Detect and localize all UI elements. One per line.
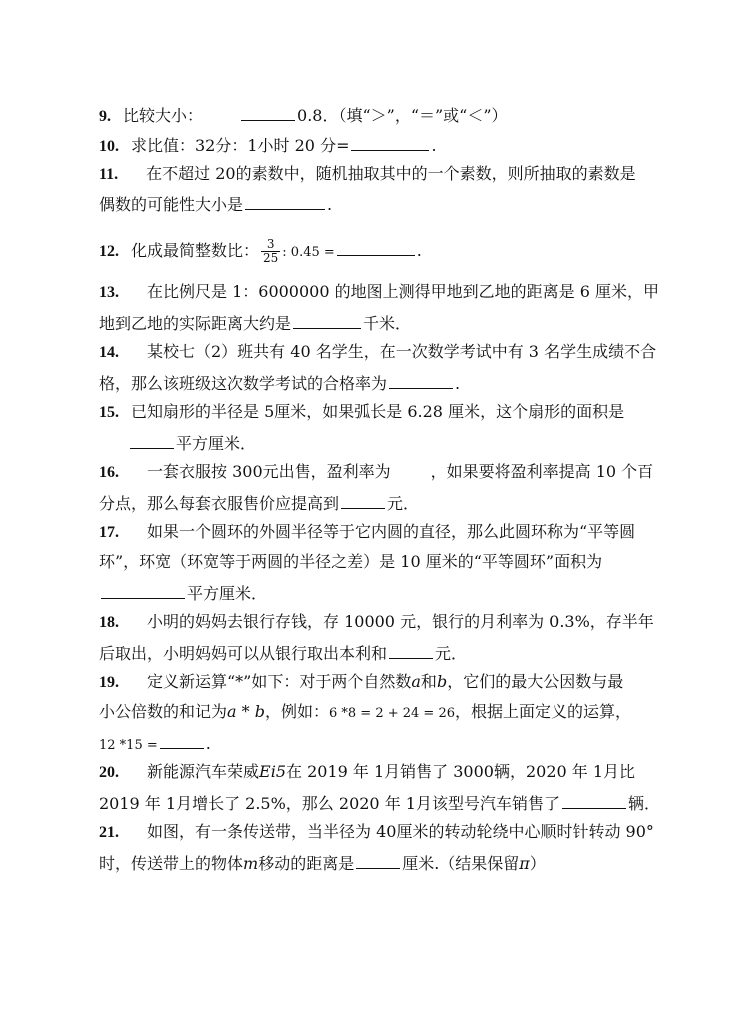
question-16 — [99, 462, 653, 483]
question-text: ，例如： — [264, 702, 329, 721]
answer-blank[interactable] — [241, 104, 295, 121]
answer-blank[interactable] — [356, 852, 400, 869]
answer-blank[interactable] — [341, 492, 385, 509]
fraction-denominator: 25 — [263, 251, 279, 265]
answer-blank[interactable] — [101, 582, 185, 599]
question-12 — [99, 238, 422, 265]
question-text: 后取出，小明妈妈可以从银行取出本利和 — [99, 644, 388, 663]
question-text: 在 2019 年 1月销售了 3000辆，2020 年 1月比 — [286, 762, 636, 781]
question-text: 比较大小： — [123, 106, 204, 125]
answer-blank[interactable] — [130, 432, 174, 449]
question-18 — [99, 612, 654, 633]
question-text: 分点，那么每套衣服售价应提高到 — [99, 494, 340, 513]
question-text: 和 — [420, 672, 437, 691]
answer-blank[interactable] — [160, 732, 204, 749]
question-19-line-2 — [99, 702, 631, 724]
question-17-line-2 — [99, 552, 602, 572]
question-20 — [99, 762, 635, 783]
question-text: 新能源汽车荣威 — [147, 762, 260, 781]
question-text: 移动的距离是 — [258, 854, 355, 873]
question-text: ） — [529, 854, 546, 873]
question-number: 9. — [99, 108, 111, 125]
question-17-line-3 — [99, 582, 267, 604]
question-text: 元． — [435, 644, 468, 663]
variable-b: b — [436, 672, 448, 691]
question-text: 平方厘米． — [187, 584, 268, 603]
question-text: 时，传送带上的物体 — [99, 854, 244, 873]
question-text: ，如果要将盈利率提高 10 个百 — [430, 462, 654, 481]
question-text: 0.8．（填“＞”，“＝”或“＜”） — [297, 106, 508, 125]
question-text: . — [327, 195, 333, 214]
question-11-line-2 — [99, 193, 332, 215]
question-text: 化成最简整数比： — [131, 241, 260, 260]
question-number: 21. — [99, 824, 119, 841]
question-text: ，它们的最大公因数与最 — [447, 672, 624, 691]
question-number: 18. — [99, 614, 119, 631]
question-text: 在比例尺是 1：6000000 的地图上测得甲地到乙地的距离是 6 厘米，甲 — [147, 282, 659, 301]
question-text: 元． — [387, 494, 420, 513]
question-text: 某校七（2）班共有 40 名学生，在一次数学考试中有 3 名学生成绩不合 — [147, 342, 657, 361]
question-10 — [99, 134, 437, 157]
question-text: 小公倍数的和记为 — [99, 702, 228, 721]
question-text: . — [205, 734, 211, 753]
question-21 — [99, 822, 654, 843]
question-number: 17. — [99, 524, 119, 541]
question-text: 2019 年 1月增长了 2.5%，那么 2020 年 1月该型号汽车销售了 — [99, 794, 560, 813]
question-18-line-2 — [99, 642, 467, 664]
question-11 — [99, 164, 636, 185]
question-13 — [99, 282, 659, 303]
question-text: 厘米.（结果保留 — [402, 854, 520, 873]
question-number: 15. — [99, 404, 119, 421]
question-15-line-2 — [128, 432, 256, 454]
question-number: 16. — [99, 464, 119, 481]
question-number: 19. — [99, 674, 119, 691]
answer-blank[interactable] — [337, 239, 415, 256]
question-13-line-2 — [99, 312, 411, 334]
question-text: . — [416, 241, 422, 260]
answer-blank[interactable] — [245, 193, 325, 210]
example-expression: 6 *8 = 2 + 24 = 26 — [328, 706, 455, 721]
question-19 — [99, 672, 623, 693]
question-text: 平方厘米． — [176, 434, 257, 453]
question-number: 12. — [99, 243, 119, 260]
pi-symbol: π — [519, 854, 530, 873]
question-text: 地到乙地的实际距离大约是 — [99, 314, 292, 333]
question-text: 定义新运算“*”如下：对于两个自然数 — [147, 672, 412, 691]
question-14-line-2 — [99, 372, 460, 394]
question-19-line-3 — [99, 732, 211, 756]
variable-a: a — [411, 672, 421, 691]
operation-expression: a * b — [227, 702, 265, 721]
question-text: 已知扇形的半径是 5厘米，如果弧长是 6.28 厘米，这个扇形的面积是 — [131, 402, 625, 421]
question-text: 格，那么该班级这次数学考试的合格率为 — [99, 374, 388, 393]
question-16-line-2 — [99, 492, 419, 514]
question-number: 20. — [99, 764, 119, 781]
math-expression: : 0.45 = — [282, 245, 335, 260]
answer-blank[interactable] — [351, 134, 429, 151]
question-text: 如图，有一条传送带，当半径为 40厘米的转动轮绕中心顺时针转动 90° — [147, 822, 654, 841]
answer-blank[interactable] — [293, 312, 361, 329]
question-text: 偶数的可能性大小是 — [99, 195, 244, 214]
question-number: 10. — [99, 138, 119, 155]
answer-blank[interactable] — [389, 642, 433, 659]
question-14 — [99, 342, 656, 363]
answer-blank[interactable] — [389, 372, 453, 389]
question-text: 在不超过 20的素数中，随机抽取其中的一个素数，则所抽取的素数是 — [146, 164, 636, 183]
question-text: 如果一个圆环的外圆半径等于它内圆的直径，那么此圆环称为“平等圆 — [147, 522, 636, 541]
question-text: 环”，环宽（环宽等于两圆的半径之差）是 10 厘米的“平等圆环”面积为 — [99, 552, 603, 571]
question-9 — [99, 104, 508, 127]
question-number: 14. — [99, 344, 119, 361]
question-text: ，根据上面定义的运算， — [455, 702, 632, 721]
question-17 — [99, 522, 635, 543]
question-text: . — [455, 374, 461, 393]
question-text: 千米． — [363, 314, 412, 333]
fraction-numerator: 3 — [261, 238, 280, 252]
question-text: 求比值：32分：1小时 20 分= — [131, 136, 350, 155]
fraction — [261, 238, 280, 265]
question-15 — [99, 402, 624, 423]
question-number: 13. — [99, 284, 119, 301]
question-text: 一套衣服按 300元出售，盈利率为 — [147, 462, 391, 481]
math-expression: 12 *15 = — [99, 738, 158, 753]
question-21-line-2 — [99, 852, 546, 874]
variable-m: m — [243, 854, 259, 873]
question-text: . — [431, 136, 437, 155]
car-model: Ei5 — [259, 762, 286, 781]
question-text: 小明的妈妈去银行存钱，存 10000 元，银行的月利率为 0.3%，存半年 — [147, 612, 654, 631]
answer-blank[interactable] — [562, 792, 626, 809]
question-text: 辆． — [627, 794, 660, 813]
question-number: 11. — [99, 166, 119, 183]
question-20-line-2 — [99, 792, 660, 814]
